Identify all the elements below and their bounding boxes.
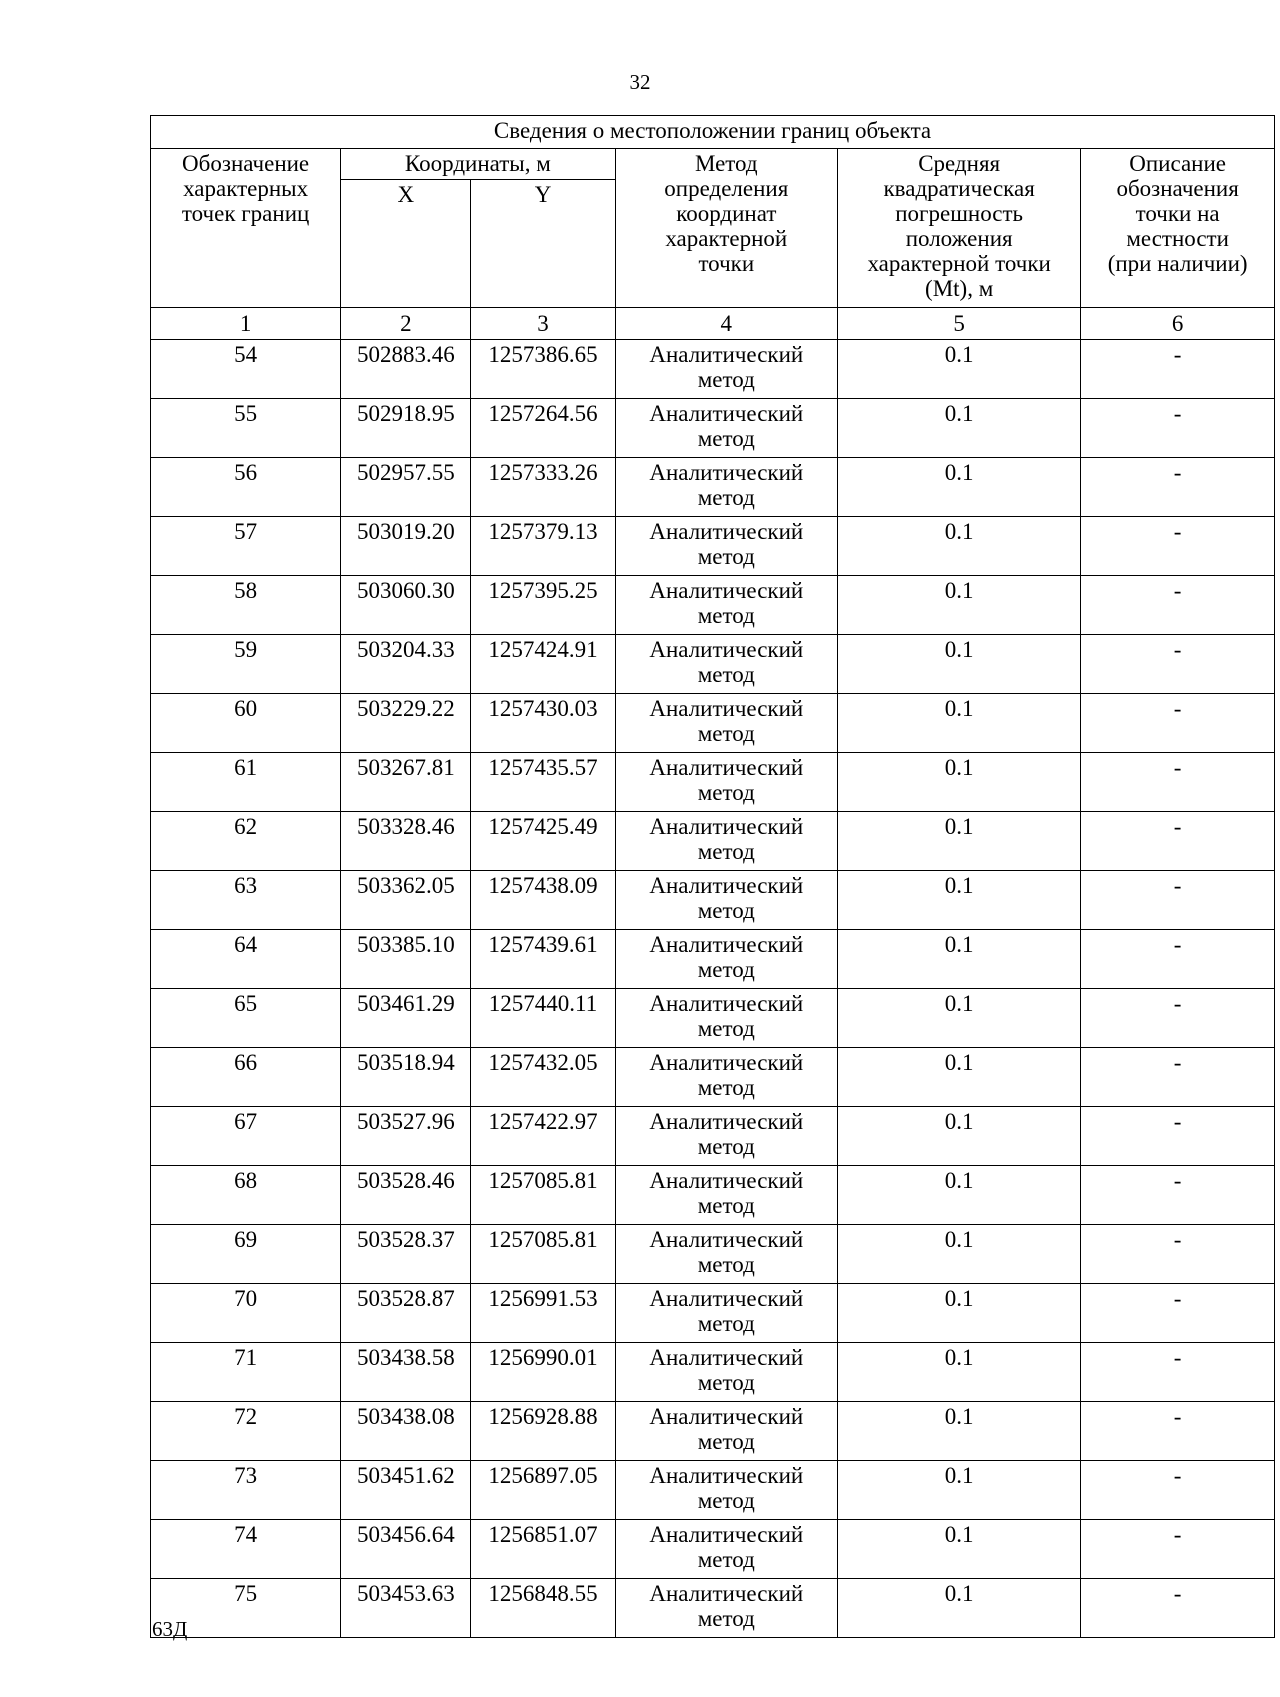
method-cell — [615, 635, 837, 694]
point-number-cell: 61 — [151, 753, 341, 812]
table-row — [151, 753, 1275, 812]
page-number: 32 — [629, 70, 651, 94]
point-number-cell: 56 — [151, 458, 341, 517]
method-line: Аналитический — [649, 578, 804, 603]
x-coordinate-cell: 503362.05 — [341, 871, 471, 930]
method-line: Аналитический — [649, 873, 804, 898]
description-cell: - — [1081, 1579, 1275, 1638]
point-number-cell: 73 — [151, 1461, 341, 1520]
method-cell — [615, 1048, 837, 1107]
column-number: 6 — [1081, 308, 1275, 340]
accuracy-cell: 0.1 — [838, 930, 1081, 989]
header-coordinates: Координаты, м — [341, 149, 615, 180]
table-body — [151, 340, 1275, 1638]
y-coordinate-cell: 1256897.05 — [471, 1461, 615, 1520]
accuracy-cell: 0.1 — [838, 1520, 1081, 1579]
method-line: метод — [697, 544, 755, 569]
column-number: 5 — [838, 308, 1081, 340]
x-coordinate-cell: 503019.20 — [341, 517, 471, 576]
x-coordinate-cell: 503060.30 — [341, 576, 471, 635]
y-coordinate-cell: 1256851.07 — [471, 1520, 615, 1579]
accuracy-cell: 0.1 — [838, 1461, 1081, 1520]
accuracy-cell: 0.1 — [838, 1579, 1081, 1638]
y-coordinate-cell: 1257395.25 — [471, 576, 615, 635]
accuracy-cell: 0.1 — [838, 458, 1081, 517]
x-coordinate-cell: 503451.62 — [341, 1461, 471, 1520]
accuracy-cell: 0.1 — [838, 340, 1081, 399]
y-coordinate-cell: 1257422.97 — [471, 1107, 615, 1166]
y-coordinate-cell: 1257439.61 — [471, 930, 615, 989]
header-method: Метод определения координат характерной точки — [615, 149, 837, 308]
point-number-cell: 55 — [151, 399, 341, 458]
method-line: метод — [697, 957, 755, 982]
method-line: метод — [697, 780, 755, 805]
description-cell: - — [1081, 1225, 1275, 1284]
method-line: Аналитический — [649, 460, 804, 485]
column-number: 4 — [615, 308, 837, 340]
accuracy-cell: 0.1 — [838, 1048, 1081, 1107]
table-row — [151, 399, 1275, 458]
point-number-cell: 62 — [151, 812, 341, 871]
header-description: Описание обозначения точки на местности (при наличии) — [1081, 149, 1275, 308]
method-line: Аналитический — [649, 1168, 804, 1193]
table-row — [151, 989, 1275, 1048]
method-line: Аналитический — [649, 637, 804, 662]
x-coordinate-cell: 502883.46 — [341, 340, 471, 399]
x-coordinate-cell: 503438.58 — [341, 1343, 471, 1402]
y-coordinate-cell: 1257085.81 — [471, 1225, 615, 1284]
table-row — [151, 1343, 1275, 1402]
method-line: метод — [697, 662, 755, 687]
method-cell — [615, 399, 837, 458]
description-cell: - — [1081, 340, 1275, 399]
method-line: Аналитический — [649, 814, 804, 839]
x-coordinate-cell: 503229.22 — [341, 694, 471, 753]
x-coordinate-cell: 503204.33 — [341, 635, 471, 694]
method-line: Аналитический — [649, 755, 804, 780]
x-coordinate-cell: 503267.81 — [341, 753, 471, 812]
point-number-cell: 63 — [151, 871, 341, 930]
method-cell — [615, 1225, 837, 1284]
table-row — [151, 635, 1275, 694]
method-line: Аналитический — [649, 401, 804, 426]
point-number-cell: 72 — [151, 1402, 341, 1461]
method-line: Аналитический — [649, 1345, 804, 1370]
method-line: метод — [697, 485, 755, 510]
method-cell — [615, 753, 837, 812]
description-cell: - — [1081, 930, 1275, 989]
table-row — [151, 1284, 1275, 1343]
table-row — [151, 1166, 1275, 1225]
method-cell — [615, 1166, 837, 1225]
accuracy-cell: 0.1 — [838, 635, 1081, 694]
table-row — [151, 1225, 1275, 1284]
method-line: Аналитический — [649, 991, 804, 1016]
accuracy-cell: 0.1 — [838, 399, 1081, 458]
point-number-cell: 59 — [151, 635, 341, 694]
point-number-cell: 60 — [151, 694, 341, 753]
y-coordinate-cell: 1256848.55 — [471, 1579, 615, 1638]
accuracy-cell: 0.1 — [838, 1225, 1081, 1284]
method-line: Аналитический — [649, 1463, 804, 1488]
description-cell: - — [1081, 1402, 1275, 1461]
y-coordinate-cell: 1257432.05 — [471, 1048, 615, 1107]
y-coordinate-cell: 1257435.57 — [471, 753, 615, 812]
point-number-cell: 65 — [151, 989, 341, 1048]
method-line: метод — [697, 1134, 755, 1159]
method-line: Аналитический — [649, 1581, 804, 1606]
method-line: Аналитический — [649, 696, 804, 721]
y-coordinate-cell: 1257386.65 — [471, 340, 615, 399]
method-cell — [615, 340, 837, 399]
method-cell — [615, 1284, 837, 1343]
table-row — [151, 1520, 1275, 1579]
description-cell: - — [1081, 1284, 1275, 1343]
accuracy-cell: 0.1 — [838, 1284, 1081, 1343]
method-line: метод — [697, 426, 755, 451]
point-number-cell: 54 — [151, 340, 341, 399]
point-number-cell: 70 — [151, 1284, 341, 1343]
accuracy-cell: 0.1 — [838, 576, 1081, 635]
point-number-cell: 64 — [151, 930, 341, 989]
method-line: метод — [697, 1606, 755, 1631]
accuracy-cell: 0.1 — [838, 812, 1081, 871]
description-cell: - — [1081, 694, 1275, 753]
method-line: Аналитический — [649, 519, 804, 544]
method-cell — [615, 1461, 837, 1520]
y-coordinate-cell: 1257424.91 — [471, 635, 615, 694]
method-line: метод — [697, 1547, 755, 1572]
method-line: Аналитический — [649, 1404, 804, 1429]
method-line: Аналитический — [649, 1227, 804, 1252]
point-number-cell: 68 — [151, 1166, 341, 1225]
method-line: метод — [697, 1075, 755, 1100]
method-cell — [615, 930, 837, 989]
header-y: Y — [471, 180, 615, 308]
accuracy-cell: 0.1 — [838, 989, 1081, 1048]
header-designation: Обозначение характерных точек границ — [151, 149, 341, 308]
method-line: метод — [697, 1252, 755, 1277]
header-x: X — [341, 180, 471, 308]
accuracy-cell: 0.1 — [838, 1166, 1081, 1225]
table-row — [151, 930, 1275, 989]
method-line: метод — [697, 721, 755, 746]
method-line: метод — [697, 603, 755, 628]
method-line: Аналитический — [649, 1522, 804, 1547]
x-coordinate-cell: 503528.37 — [341, 1225, 471, 1284]
accuracy-cell: 0.1 — [838, 1343, 1081, 1402]
table-row — [151, 458, 1275, 517]
method-cell — [615, 1107, 837, 1166]
point-number-cell: 69 — [151, 1225, 341, 1284]
method-cell — [615, 1343, 837, 1402]
x-coordinate-cell: 503456.64 — [341, 1520, 471, 1579]
point-number-cell: 71 — [151, 1343, 341, 1402]
table-row — [151, 1048, 1275, 1107]
accuracy-cell: 0.1 — [838, 753, 1081, 812]
method-line: Аналитический — [649, 1109, 804, 1134]
x-coordinate-cell: 503528.87 — [341, 1284, 471, 1343]
description-cell: - — [1081, 989, 1275, 1048]
column-number: 3 — [471, 308, 615, 340]
method-line: метод — [697, 1488, 755, 1513]
description-cell: - — [1081, 399, 1275, 458]
description-cell: - — [1081, 517, 1275, 576]
table-row — [151, 517, 1275, 576]
accuracy-cell: 0.1 — [838, 871, 1081, 930]
method-cell — [615, 694, 837, 753]
y-coordinate-cell: 1257440.11 — [471, 989, 615, 1048]
table-row — [151, 1579, 1275, 1638]
description-cell: - — [1081, 635, 1275, 694]
method-line: метод — [697, 1429, 755, 1454]
table-row — [151, 694, 1275, 753]
y-coordinate-cell: 1257438.09 — [471, 871, 615, 930]
accuracy-cell: 0.1 — [838, 517, 1081, 576]
accuracy-cell: 0.1 — [838, 1107, 1081, 1166]
method-line: Аналитический — [649, 1286, 804, 1311]
method-line: метод — [697, 1193, 755, 1218]
description-cell: - — [1081, 1520, 1275, 1579]
column-number: 1 — [151, 308, 341, 340]
table-row — [151, 576, 1275, 635]
description-cell: - — [1081, 1343, 1275, 1402]
table-title: Сведения о местоположении границ объекта — [151, 116, 1275, 149]
accuracy-cell: 0.1 — [838, 1402, 1081, 1461]
method-line: метод — [697, 898, 755, 923]
y-coordinate-cell: 1256991.53 — [471, 1284, 615, 1343]
point-number-cell: 75 — [151, 1579, 341, 1638]
method-cell — [615, 871, 837, 930]
accuracy-cell: 0.1 — [838, 694, 1081, 753]
description-cell: - — [1081, 1461, 1275, 1520]
x-coordinate-cell: 503527.96 — [341, 1107, 471, 1166]
header-accuracy: Средняя квадратическая погрешность положения характерной точки (Mt), м — [838, 149, 1081, 308]
method-line: Аналитический — [649, 342, 804, 367]
method-line: Аналитический — [649, 932, 804, 957]
table-row — [151, 871, 1275, 930]
x-coordinate-cell: 503385.10 — [341, 930, 471, 989]
table-row — [151, 1107, 1275, 1166]
x-coordinate-cell: 503528.46 — [341, 1166, 471, 1225]
description-cell: - — [1081, 871, 1275, 930]
method-cell — [615, 458, 837, 517]
method-line: метод — [697, 1370, 755, 1395]
x-coordinate-cell: 502957.55 — [341, 458, 471, 517]
column-number: 2 — [341, 308, 471, 340]
description-cell: - — [1081, 1166, 1275, 1225]
point-number-cell: 66 — [151, 1048, 341, 1107]
description-cell: - — [1081, 576, 1275, 635]
boundary-points-table — [150, 115, 1275, 1638]
method-line: Аналитический — [649, 1050, 804, 1075]
y-coordinate-cell: 1257085.81 — [471, 1166, 615, 1225]
point-number-cell: 67 — [151, 1107, 341, 1166]
y-coordinate-cell: 1257379.13 — [471, 517, 615, 576]
method-cell — [615, 1520, 837, 1579]
y-coordinate-cell: 1257425.49 — [471, 812, 615, 871]
x-coordinate-cell: 503438.08 — [341, 1402, 471, 1461]
point-number-cell: 58 — [151, 576, 341, 635]
method-line: метод — [697, 1311, 755, 1336]
x-coordinate-cell: 503461.29 — [341, 989, 471, 1048]
y-coordinate-cell: 1257430.03 — [471, 694, 615, 753]
y-coordinate-cell: 1257333.26 — [471, 458, 615, 517]
footer-code: 63Д — [152, 1617, 188, 1641]
description-cell: - — [1081, 812, 1275, 871]
x-coordinate-cell: 503518.94 — [341, 1048, 471, 1107]
point-number-cell: 57 — [151, 517, 341, 576]
method-line: метод — [697, 1016, 755, 1041]
method-cell — [615, 989, 837, 1048]
description-cell: - — [1081, 458, 1275, 517]
x-coordinate-cell: 502918.95 — [341, 399, 471, 458]
x-coordinate-cell: 503328.46 — [341, 812, 471, 871]
method-cell — [615, 1579, 837, 1638]
point-number-cell: 74 — [151, 1520, 341, 1579]
description-cell: - — [1081, 753, 1275, 812]
table-row — [151, 812, 1275, 871]
method-cell — [615, 812, 837, 871]
y-coordinate-cell: 1256928.88 — [471, 1402, 615, 1461]
x-coordinate-cell: 503453.63 — [341, 1579, 471, 1638]
method-cell — [615, 517, 837, 576]
method-line: метод — [697, 839, 755, 864]
y-coordinate-cell: 1256990.01 — [471, 1343, 615, 1402]
description-cell: - — [1081, 1107, 1275, 1166]
method-cell — [615, 1402, 837, 1461]
table-row — [151, 340, 1275, 399]
description-cell: - — [1081, 1048, 1275, 1107]
y-coordinate-cell: 1257264.56 — [471, 399, 615, 458]
table-row — [151, 1402, 1275, 1461]
table-row — [151, 1461, 1275, 1520]
method-cell — [615, 576, 837, 635]
method-line: метод — [697, 367, 755, 392]
